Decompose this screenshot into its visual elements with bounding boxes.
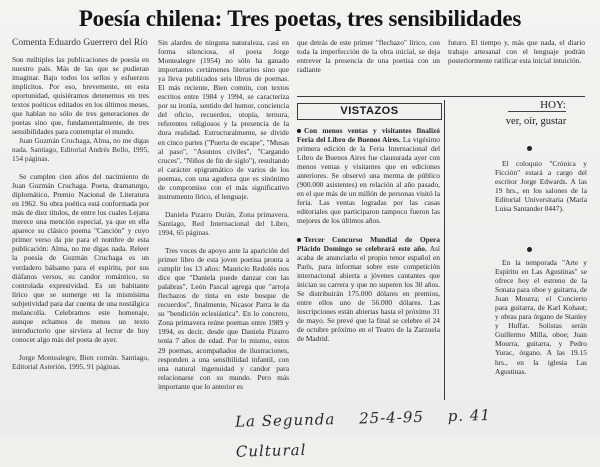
column-3-top <box>297 38 440 74</box>
bullet-icon <box>527 146 532 151</box>
vistazos-item-1 <box>297 126 440 226</box>
bullet-icon <box>297 238 301 242</box>
handwritten-source-note <box>234 397 596 461</box>
column-1 <box>12 38 149 371</box>
column-2 <box>158 38 289 391</box>
vistazos-item-2-lead: Tercer Concurso Mundial de Opera Plácido Domingo se celebrará este año. <box>297 234 440 253</box>
vistazos-item-1-body: La vigésimo primera edición de la Feria Internacional del Libro de Buenos Aires fue clausurada ayer con menos ventas y visitantes que en ediciones anteriores. Se observó una merma de público (900.000 asistentes) en relación al año pasado, en el que más de un millón de personas visitó la feria. Las ventas logradas por las casas editoriales que participaron tampoco fueron las mejores de los últimos años. <box>297 135 440 226</box>
footer-section: Cultural <box>235 440 307 461</box>
footer-page: p. 41 <box>447 406 492 426</box>
book-credit-montealegre: Jorge Montealegre, Bien común. Santiago, Editorial Asterión, 1995, 91 páginas. <box>12 352 149 371</box>
book-credit-guzman: Juan Guzmán Cruchaga, Alma, no me digas nada. Santiago, Editorial Andrés Bello, 1995, 154 páginas. <box>12 135 149 164</box>
vistazos-column <box>297 126 440 343</box>
column-4-top <box>448 38 585 65</box>
vistazos-item-2 <box>297 235 440 344</box>
hoy-temporada: En la temporada "Arte y Espíritu en Las Agustinas" se ofrece hoy el estreno de la Sonata para oboe y guitarra, de Juan Mourra; el Concierto para guitarra, de Karl Kohaut; y obras para órgano de Stanley y Huffat. Solistas serán Guillermo Milla, oboe; Juan Mourra, guitarra, y Pedro Yurac, órgano. A las 19.15 hrs., en la iglesia Las Agustinas. <box>495 258 587 376</box>
vistazos-item-1-lead: Con menos ventas y visitantes finalizó Feria del Libro de Buenos Aires. <box>297 126 440 145</box>
byline: Comenta Eduardo Guerrero del Río <box>12 38 148 48</box>
hoy-coloquio: El coloquio "Crónica y Ficción" estará a cargo del escritor Jorge Edwards. A las 19 hrs., en los salones de la Editorial Universitaria (María Luisa Santander 0447). <box>495 159 587 214</box>
col3-continuation: que detrás de este primer "flechazo" lírico, con toda la imperfección de la obra inicial, se deja entrever la presencia de una poetisa con un radiante <box>297 38 440 75</box>
hoy-item-1 <box>495 159 587 213</box>
hoy-header: HOY: <box>508 99 566 112</box>
col2-paragraph-2: Tres voces de apoyo ante la aparición del primer libro de esta joven poetisa pronta a cumplir los 13 años: Mauricio Redolés nos dice que "Daniela puede danzar con las palabras", León Pascal agrega que "arroja flechazos de tinta en este bosque de recuerdos", finalmente, Nicasor Parra le da su "bendición eclesiástica". En lo concreto, Zona primavera reúne poemas entre 1989 y 1994, es decir, desde que Daniela Pizarro tenía 7 años de edad. Por lo mismo, estos 29 poemas, acompañados de ilustraciones, responden a una sensibilidad infantil, con una natural ingenuidad y candor para relacionarse con su mundo. Pero más importante que lo anterior es <box>158 245 289 391</box>
col1-paragraph-2: Se cumplen cien años del nacimiento de Juan Guzmán Cruchaga. Poeta, dramaturgo, diplomático, Premio Nacional de Literatura en 1962. Su obra poética está conformada por más de diez títulos, de entre los cuales Lejana merece una mención especial, ya que en ella aparece su clásico poema "Canción" y cuyo primer verso da pie para el nombre de esta publicación: Alma, no me digas nada. Releer la poesía de Guzmán Cruchaga es un verdadero bálsamo para el espíritu, por sus diáfanos versos, su candor romántico, su controlada expresividad. Es un habitante lírico que se sumerge en la mismísima subjetividad para dar cuenta de una nostálgica melancolía. Celebramos este homenaje, aunque echamos de menos un texto introductorio que sirviera al lector de hoy conocer algo más del poeta de ayer. <box>12 172 149 344</box>
column-divider <box>444 100 445 400</box>
hoy-item-2 <box>495 258 587 376</box>
bullet-icon <box>297 129 301 133</box>
col1-paragraph-1: Son múltiples las publicaciones de poesía en nuestro país. Más de las que se pudieran imaginar. Bajo todos los sellos y esfuerzos implícitos. Por eso, brevemente, en esta oportunidad, quisiéramos detenernos en tres textos poéticos editados en los últimos meses, que hablan no sólo de tres generaciones de poetas sino que, fundamentalmente, de tres sensibilidades para contemplar el mundo. <box>12 54 149 136</box>
col2-paragraph-1: Sin alardes de ninguna naturaleza, casi en forma silenciosa, el poeta Jorge Montealegre (1954) no sólo ha ganado importantes certámenes literarios sino que ya lleva publicados seis libros de poemas. El más reciente, Bien común, con textos escritos entre 1984 y 1994, se caracteriza por su ironía, sentido del humor, conciencia del oficio, recuerdos, utopía, ternura, referentes religiosos y la presencia de la dura realidad. Estructuralmente, se divide en cinco partes ("Puerta de escape", "Musas al paso", "Asuntos civiles", "Cargando cruces", "Niños de fin de siglo"), resultando el carácter epigramático de varios de los poemas, con una agudeza que es sinónimo de compromiso con el más significativo instrumento lírico, el lenguaje. <box>158 38 289 201</box>
vistazos-item-2-body: Así acaba de anunciarlo el propio tenor español en París, para informar sobre este competición internacional abierta a jóvenes cantantes que inician su carrera y que no superen los 30 años. Se distribuirán 175.000 dólares en premios, entre ellos uno de 56.000 dólares. Las inscripciones están abiertas hasta el próximo 31 de mayo. Se prevé que la final se celebre el 24 de octubre próximo en el Teatro de la Zarzuela de Madrid. <box>297 243 440 344</box>
book-credit-pizarro: Daniela Pizarro Durán, Zona primavera. Santiago, Red Internacional del Libro, 1994, 65 páginas. <box>158 209 289 237</box>
col4-continuation: futuro. El tiempo y, más que nada, el diario trabajo artesanal con el lenguaje podrán posteriormente ratificar esta inicial intuición. <box>448 38 585 66</box>
vistazos-header: VISTAZOS <box>297 103 442 120</box>
hoy-subtitle: ver, oír, gustar <box>505 116 567 127</box>
bullet-icon <box>527 247 532 252</box>
headline: Poesía chilena: Tres poetas, tres sensibilidades <box>78 6 522 31</box>
footer-date: 25-4-95 <box>358 407 425 428</box>
footer-source: La Segunda <box>234 410 336 431</box>
section-divider <box>297 96 585 97</box>
